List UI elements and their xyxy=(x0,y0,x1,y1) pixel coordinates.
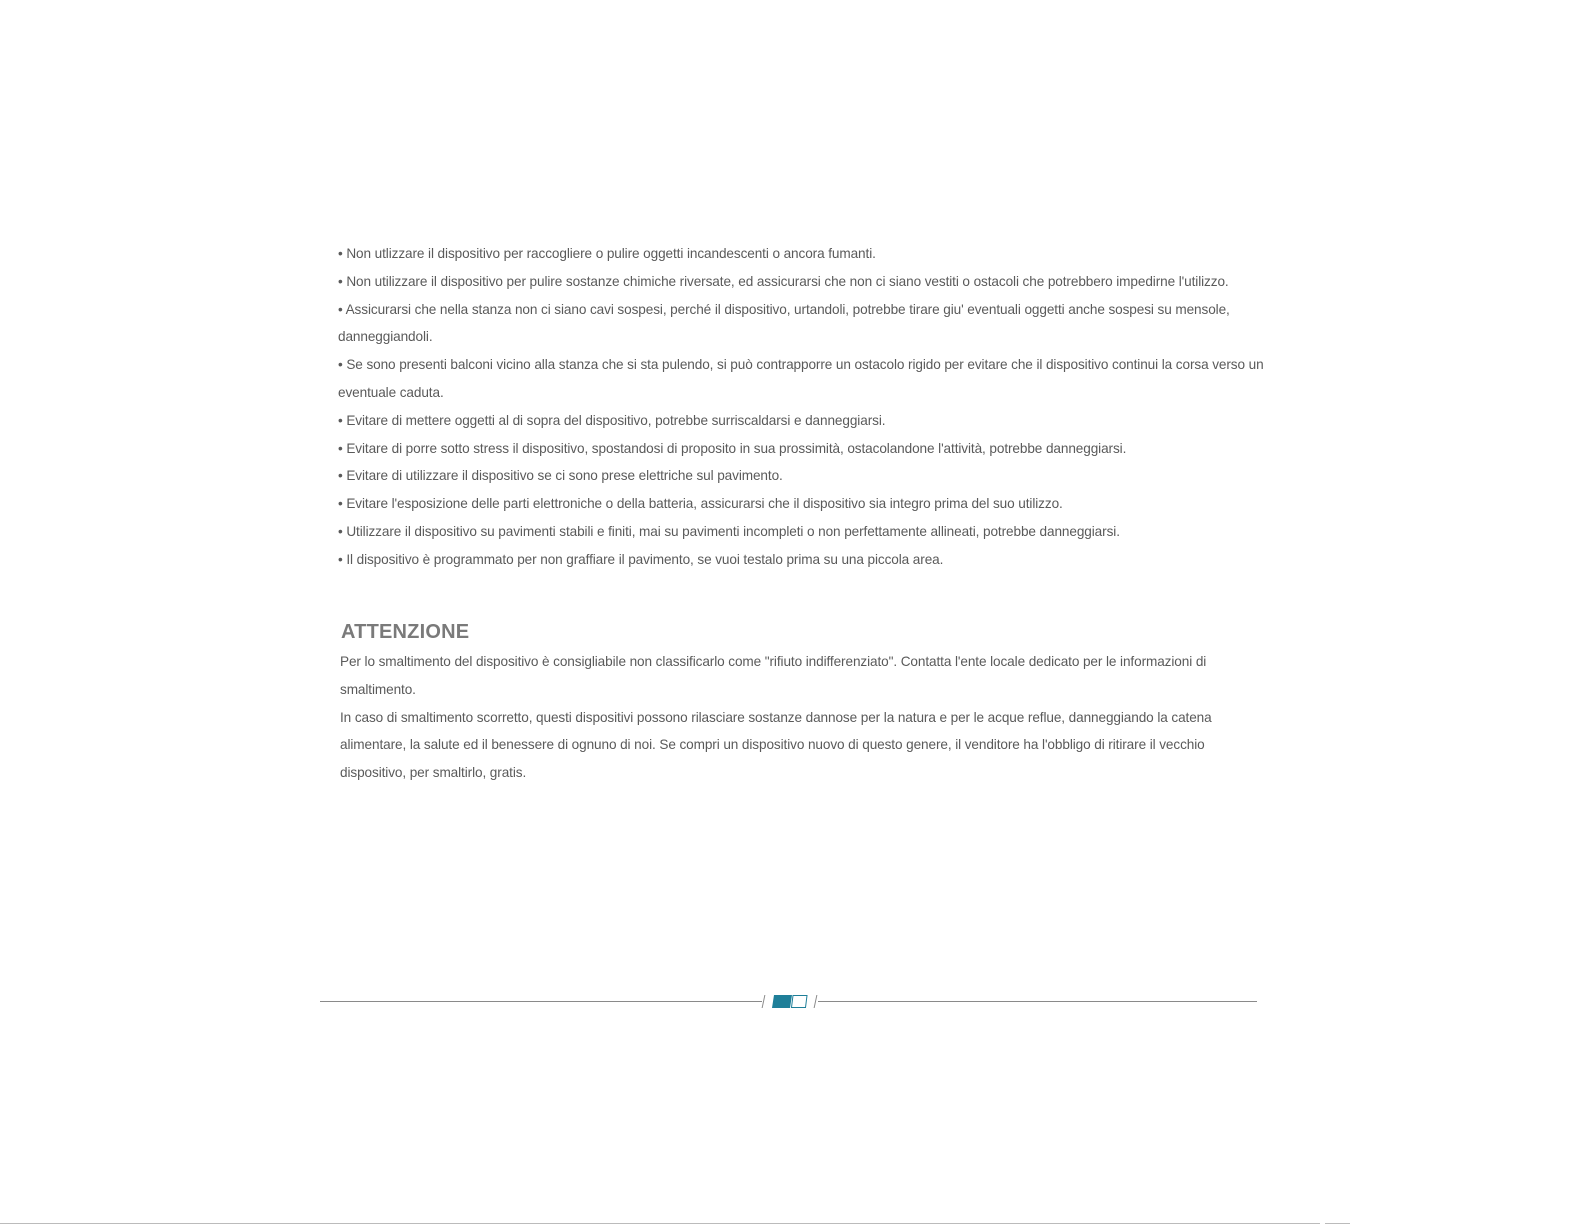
bottom-rule xyxy=(0,1223,1320,1224)
footer-tick-left xyxy=(762,995,766,1008)
page-marker-icon xyxy=(772,995,808,1008)
attention-heading: ATTENZIONE xyxy=(341,621,470,643)
bullet-item: • Non utilizzare il dispositivo per pulire sostanze chimiche riversate, ed assicurarsi che non ci siano vestiti o ostacoli che potrebbero impedirne l'utilizzo. xyxy=(338,273,1229,289)
bullet-item: • Assicurarsi che nella stanza non ci siano cavi sospesi, perché il dispositivo, urtandoli, potrebbe tirare giu' eventuali oggetti anche sospesi su mensole, danneggiandoli. xyxy=(338,301,1230,345)
safety-bullet-list xyxy=(338,240,1278,574)
bullet-item: • Utilizzare il dispositivo su pavimenti stabili e finiti, mai su pavimenti incompleti o non perfettamente allineati, potrebbe danneggiarsi. xyxy=(338,523,1120,539)
bullet-item: • Il dispositivo è programmato per non graffiare il pavimento, se vuoi testalo prima su una piccola area. xyxy=(338,551,944,567)
bullet-item: • Evitare di mettere oggetti al di sopra del dispositivo, potrebbe surriscaldarsi e danneggiarsi. xyxy=(338,412,886,428)
footer-tick-right xyxy=(814,995,818,1008)
bullet-item: • Se sono presenti balconi vicino alla stanza che si sta pulendo, si può contrapporre un ostacolo rigido per evitare che il dispositivo continui la corsa verso un eventuale caduta. xyxy=(338,357,1264,400)
bullet-item: • Non utlizzare il dispositivo per raccogliere o pulire oggetti incandescenti o ancora fumanti. xyxy=(338,246,876,261)
attention-body xyxy=(340,648,1240,787)
bullet-item: • Evitare di utilizzare il dispositivo se ci sono prese elettriche sul pavimento. xyxy=(338,468,783,484)
footer-divider-left xyxy=(320,1001,762,1002)
footer-divider-right xyxy=(818,1001,1257,1002)
bottom-rule-short xyxy=(1325,1223,1350,1224)
attention-paragraph: Per lo smaltimento del dispositivo è consigliabile non classificarlo come "rifiuto indifferenziato". Contatta l'ente locale dedicato per le informazioni di smaltimento. xyxy=(340,654,1207,697)
bullet-item: • Evitare l'esposizione delle parti elettroniche o della batteria, assicurarsi che il dispositivo sia integro prima del suo utilizzo. xyxy=(338,496,1063,512)
bullet-item: • Evitare di porre sotto stress il dispositivo, spostandosi di proposito in sua prossimità, ostacolandone l'attività, potrebbe danneggiarsi. xyxy=(338,440,1127,456)
attention-paragraph: In caso di smaltimento scorretto, questi dispositivi possono rilasciare sostanze dannose per la natura e per le acque reflue, danneggiando la catena alimentare, la salute ed il benessere di ognuno di noi. Se compri un dispositivo nuovo di questo genere, il venditore ha l'obbligo di ritirare il vecchio dispositivo, per smaltirlo, gratis. xyxy=(340,709,1212,781)
